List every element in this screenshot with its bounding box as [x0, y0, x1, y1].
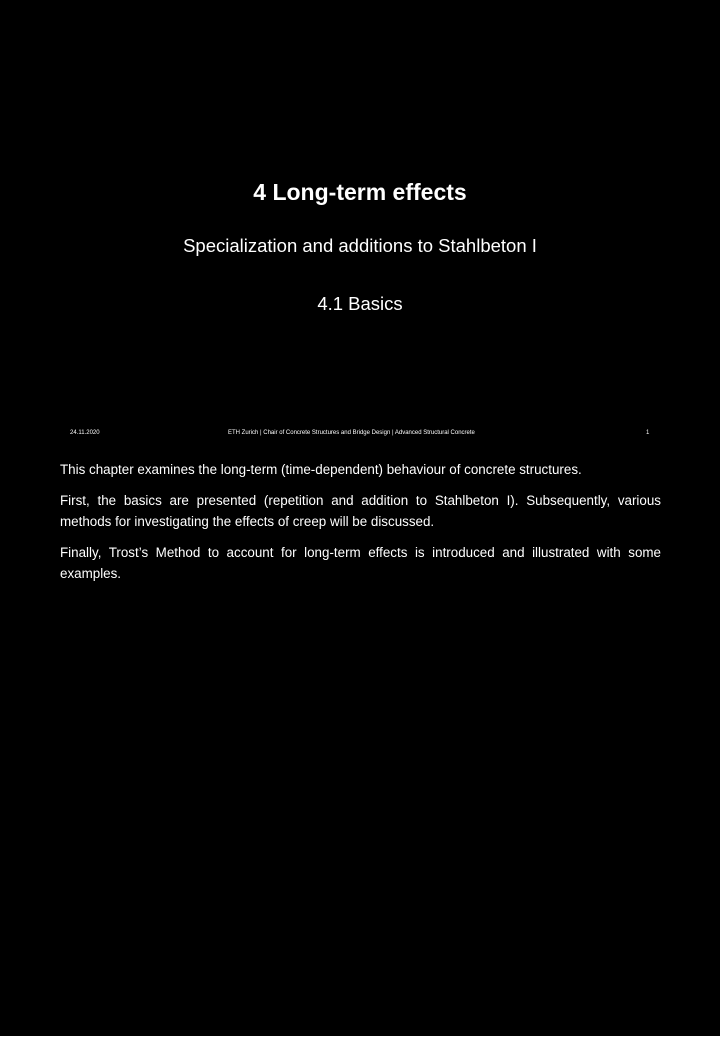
notes-paragraph: Finally, Trost’s Method to account for long-term effects is introduced and illustrated with some examples. — [60, 545, 661, 581]
slide-subtitle: Specialization and additions to Stahlbeton I — [183, 235, 537, 256]
notes-text — [60, 459, 661, 594]
footer-institution: ETH Zurich | Chair of Concrete Structures and Bridge Design | Advanced Structural Concrete — [228, 430, 475, 436]
notes-paragraph: This chapter examines the long-term (time-dependent) behaviour of concrete structures. — [60, 462, 582, 477]
slide-title: 4 Long-term effects — [253, 179, 467, 205]
notes-paragraph: First, the basics are presented (repetition and addition to Stahlbeton I). Subsequently, various methods for investigating the effects of creep will be discussed. — [60, 493, 661, 529]
footer-date: 24.11.2020 — [70, 430, 100, 436]
slide-section-heading: 4.1 Basics — [317, 293, 403, 314]
slide-footer — [0, 427, 720, 439]
footer-page-number: 1 — [646, 430, 650, 436]
slide-area — [0, 0, 720, 450]
